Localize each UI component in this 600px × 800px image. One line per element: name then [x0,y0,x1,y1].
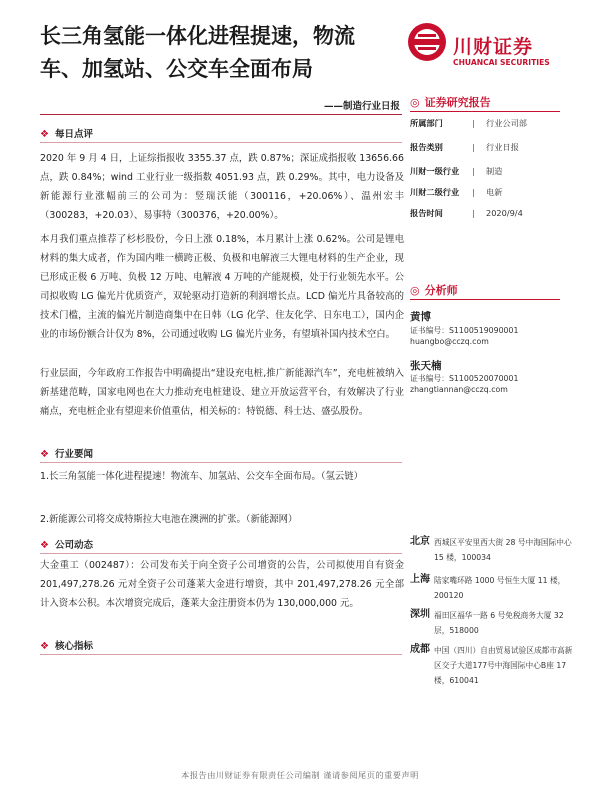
daily-review-paragraph-3: 行业层面，今年政府工作报告中明确提出“建设充电桩,推广新能源汽车”，充电桩被纳入新基建范畴，国家电网也在大力推动充电桩建设、建立开放运营平台，有效解决了行业痛点，充电桩企业有望迎来价值重估，相关标的：特锐德、科士达、盛弘股份。 [40,368,404,417]
section-daily-review [40,126,93,142]
section-bullet-icon: ❖ [40,129,49,140]
info-row-report-type: 报告类别 | 行业日报 [410,142,519,152]
info-row-report-date: 报告时间 | 2020/9/4 [410,208,523,218]
section-bullet-icon: ❖ [40,540,49,551]
section-bullet-icon: ❖ [40,449,49,460]
report-subtitle: ——制造行业日报 [323,101,400,112]
info-row-department: 所属部门 | 行业公司部 [410,118,527,128]
company-news-paragraph: 大金重工（002487）：公司发布关于向全资子公司增资的公告，公司拟使用自有资金 201,497,278.26 元对全资子公司蓬莱大金进行增资，其中 201,497,278.26 元全部计入资本公积。本次增资完成后，蓬莱大金注册资本仍为 130,000,000 元。 [40,560,404,609]
heading-bullet-icon: ◎ [410,96,420,109]
company-logo [407,22,557,72]
header-divider [40,114,402,115]
logo-text-en: CHUANCAI SECURITIES [453,58,550,67]
report-info-heading: ◎ 证券研究报告 [410,96,491,109]
section-divider [40,142,402,143]
analyst-2-email[interactable]: zhangtiannan@cczq.com [410,385,508,394]
address-city-shenzhen: 深圳 [410,609,430,620]
address-text-shenzhen: 福田区福华一路 6 号免税商务大厦 32 层，518000 [434,611,564,635]
section-title: 行业要闻 [54,449,93,460]
address-city-beijing: 北京 [410,536,430,547]
industry-news-item-2: 2.新能源公司将交成特斯拉大电池在澳洲的扩张。（新能源网） [40,514,298,525]
address-text-beijing: 西城区平安里西大街 28 号中海国际中心 15 楼，100034 [434,538,572,562]
section-divider [40,654,402,655]
section-industry-news [40,446,93,462]
analyst-heading: ◎ 分析师 [410,284,458,297]
daily-review-paragraph-2: 本月我们重点推荐了杉杉股份，今日上涨 0.18%，本月累计上涨 0.62%。公司是锂电材料的集大成者，作为国内唯一横跨正极、负极和电解液三大锂电材料的生产企业，现已形成正极 6 万吨、负极 12 万吨、电解液 4 万吨的产能规模，处于行业领先水平。公司拟收购 LG 偏光片优质资产，双轮驱动打造新的利润增长点。LCD 偏光片具备较高的技术门槛，主流的偏光片制造商集中在日韩（LG 化学、住友化学、日东电工），国内企业的市场份额合计仅为 8%，公司通过收购 LG 偏光片业务，有望填补国内技术空白。 [40,234,404,340]
section-bullet-icon: ❖ [40,641,49,652]
logo-text-cn: 川财证券 [453,36,534,58]
section-title: 核心指标 [54,641,93,652]
report-info-divider [410,111,560,112]
analyst-1-cert: 证书编号：S1100519090001 [410,326,519,335]
info-row-industry-level-1: 川财一级行业 | 制造 [410,166,503,176]
heading-bullet-icon: ◎ [410,284,420,297]
logo-emblem-icon [407,22,447,62]
address-city-chengdu: 成都 [410,644,430,655]
analyst-1-email[interactable]: huangbo@cczq.com [410,337,489,346]
report-title [40,20,410,86]
analyst-2-name: 张天楠 [410,360,442,372]
section-divider [40,462,402,463]
report-title-line-2: 车、加氢站、公交车全面布局 [40,57,313,81]
analyst-2-cert: 证书编号：S1100520070001 [410,374,519,383]
analyst-1-name: 黄博 [410,311,431,323]
page-footer-disclaimer: 本报告由川财证券有限责任公司编制 谨请参阅尾页的重要声明 [181,770,419,780]
address-city-shanghai: 上海 [410,574,430,585]
address-text-chengdu: 中国（四川）自由贸易试验区成都市高新区交子大道177号中海国际中心B座 17 楼，610041 [434,646,573,685]
section-core-indicators [40,638,93,654]
section-divider [40,553,402,554]
address-text-shanghai: 陆家嘴环路 1000 号恒生大厦 11 楼，200120 [434,576,566,600]
daily-review-paragraph-1: 2020 年 9 月 4 日，上证综指报收 3355.37 点，跌 0.87%；深证成指报收 13656.66 点，跌 0.84%；wind 工业行业一级指数 4051.93 点，跌 0.29%。其中，电力设备及新能源行业涨幅前三的公司为：竖瑞沃能（300116，+20.06%）、温州宏丰（300283，+20.03）、易事特（300376，+20.00%）。 [40,153,404,221]
section-title: 每日点评 [54,129,93,140]
info-row-industry-level-2: 川财二级行业 | 电新 [410,187,503,197]
report-title-line-1: 长三角氢能一体化进程提速，物流 [40,24,355,48]
analyst-divider [410,299,560,300]
section-title: 公司动态 [54,540,93,551]
section-company-news [40,537,93,553]
industry-news-item-1: 1.长三角氢能一体化进程提速！物流车、加氢站、公交车全面布局。（氢云链） [40,471,364,482]
